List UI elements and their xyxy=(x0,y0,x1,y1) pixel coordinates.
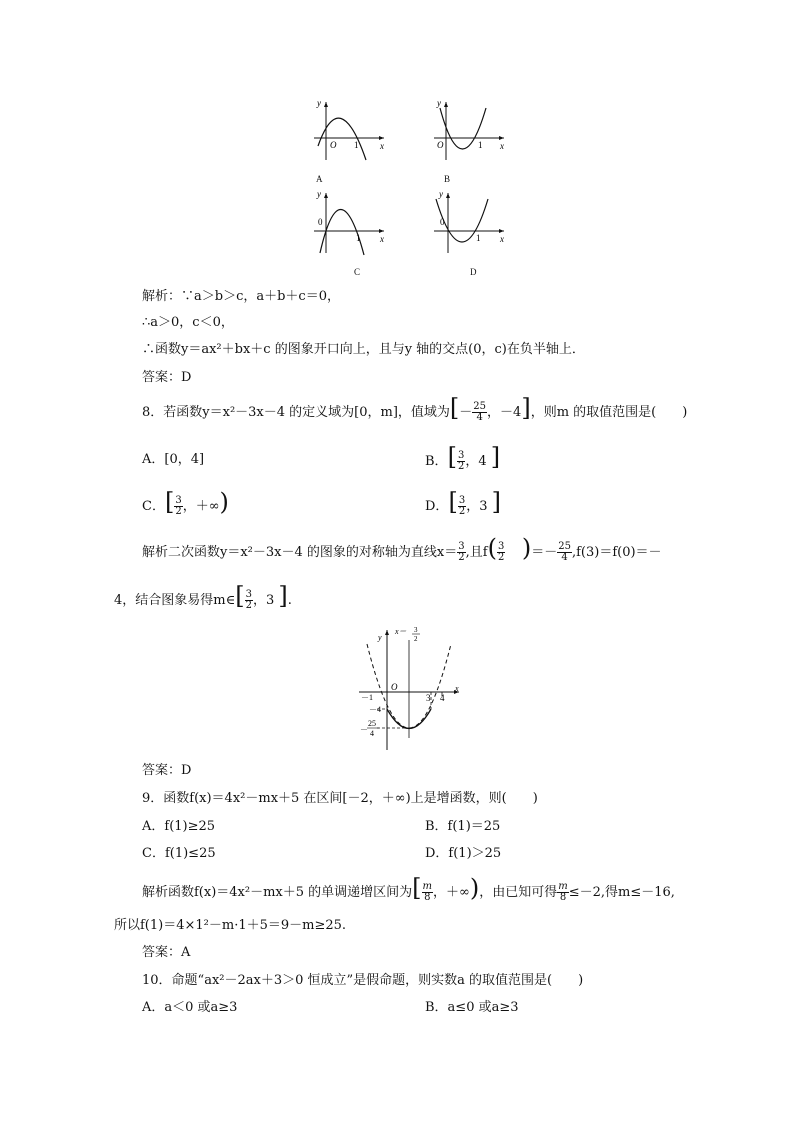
figure-d xyxy=(430,185,510,277)
figure-d-y-label: y xyxy=(439,189,443,199)
q8-option-c: C．[ $\frac{3}{2}$ ，＋∞) xyxy=(142,488,229,517)
q9-stem: 9．函数f(x)＝4x²－mx＋5 在区间[－2，＋∞)上是增函数，则( ) xyxy=(142,791,538,806)
q8-parabola-graph xyxy=(355,620,465,755)
figure-b-x-label: x xyxy=(500,141,504,151)
sym-axis-label: x＝ xyxy=(395,627,407,636)
q9-analysis-line2: 所以f(1)＝4×1²－m·1＋5＝9－m≥25. xyxy=(114,918,347,933)
q10-option-b: B．a≤0 或a≥3 xyxy=(425,1000,519,1015)
q8-stem-post: ，则m 的取值范围是( ) xyxy=(530,405,688,420)
q8-parabola-figure xyxy=(355,620,465,755)
figure-d-origin: 0 xyxy=(440,217,445,227)
figure-d-caption: D xyxy=(470,267,477,277)
q8-range-tail: ，－4 xyxy=(487,405,522,420)
q8-stem: 8．若函数y＝x²－3x－4 的定义域为[0，m]，值域为[－ $\frac{25}{4}$ ，－4]，则m 的取值范围是( ) xyxy=(142,394,688,423)
q7-analysis-line2: ∴a＞0，c＜0， xyxy=(142,315,234,330)
figure-c-x-label: x xyxy=(380,234,384,244)
figure-d-graph xyxy=(430,185,510,257)
figure-b-graph xyxy=(430,94,510,164)
figure-a-caption: A xyxy=(316,174,323,184)
graph-y-label: y xyxy=(378,633,382,642)
graph-neg4: －4 xyxy=(369,705,381,714)
graph-25-num: 25 xyxy=(368,719,376,728)
q9-option-a: A．f(1)≥25 xyxy=(142,819,216,834)
q8-analysis-line1: 解析二次函数y＝x²－3x－4 的图象的对称轴为直线x＝ $\frac{3}{2}$ ,且f( $\frac{3}{2}$ )＝－ $\frac{25}{4}$ ,f(3)＝f(0)＝－ xyxy=(142,534,662,563)
figure-b-origin: O xyxy=(437,140,444,150)
graph-neg-sign: － xyxy=(360,725,368,734)
q9-answer: 答案：A xyxy=(142,945,191,960)
q8-option-d: D．[ $\frac{3}{2}$ ，3 ] xyxy=(425,488,501,517)
q9-option-c: C．f(1)≤25 xyxy=(142,846,216,861)
graph-x-label: x xyxy=(455,684,459,693)
q9-option-d: D．f(1)＞25 xyxy=(425,846,502,861)
q8-answer: 答案：D xyxy=(142,763,192,778)
q9-option-b: B．f(1)＝25 xyxy=(425,819,501,834)
figure-b-caption: B xyxy=(444,174,451,184)
figure-c-caption: C xyxy=(354,267,361,277)
q8-range-right-bracket: ] xyxy=(521,394,531,422)
figure-d-x-label: x xyxy=(500,234,504,244)
q7-analysis-line1: 解析：∵a＞b＞c，a＋b＋c＝0， xyxy=(142,289,340,304)
figure-b-one: 1 xyxy=(478,140,483,150)
graph-four: 4 xyxy=(440,693,445,703)
figure-a-y-label: y xyxy=(317,98,321,108)
sym-axis-num: 3 xyxy=(414,626,418,634)
figure-a-one: 1 xyxy=(354,140,359,150)
q7-answer: 答案：D xyxy=(142,370,192,385)
figure-b xyxy=(430,94,510,186)
figure-c-graph xyxy=(310,185,390,257)
sym-axis-den: 2 xyxy=(414,635,418,643)
figure-c-origin: 0 xyxy=(318,217,323,227)
q8-stem-pre: 8．若函数y＝x²－3x－4 的定义域为[0，m]，值域为 xyxy=(142,405,450,420)
graph-three: 3 xyxy=(426,693,431,703)
figure-d-one: 1 xyxy=(476,233,481,243)
q10-option-a: A．a＜0 或a≥3 xyxy=(142,1000,238,1015)
figure-a-x-label: x xyxy=(380,141,384,151)
q8-option-b: B．[ $\frac{3}{2}$ ，4 ] xyxy=(425,443,501,472)
figure-a-origin: O xyxy=(330,140,337,150)
q8-range-left-bracket: [ xyxy=(449,394,460,422)
q8-range-fraction: $\frac{25}{4}$ xyxy=(473,401,487,423)
figure-a xyxy=(310,94,390,186)
figure-c-one: 1 xyxy=(356,233,361,243)
graph-origin: O xyxy=(391,682,398,692)
q9-analysis-line1: 解析函数f(x)＝4x²－mx＋5 的单调递增区间为[ $\frac{m}{8}$ ，＋∞)，由已知可得 $\frac{m}{8}$ ≤－2,得m≤－16, xyxy=(142,874,675,903)
q10-stem: 10．命题“ax²－2ax＋3＞0 恒成立”是假命题，则实数a 的取值范围是( ) xyxy=(142,973,584,988)
q8-analysis-line2: 4，结合图象易得m∈[ $\frac{3}{2}$ ，3 ]. xyxy=(114,582,292,611)
figure-a-graph xyxy=(310,94,390,164)
q8-option-a: A．[0，4] xyxy=(142,452,205,467)
figure-c xyxy=(310,185,390,277)
figure-c-y-label: y xyxy=(317,189,321,199)
graph-neg1: －1 xyxy=(361,693,373,702)
q7-analysis-line3: ∴函数y＝ax²＋bx＋c 的图象开口向上，且与y 轴的交点(0，c)在负半轴上． xyxy=(142,342,585,357)
figure-b-y-label: y xyxy=(437,98,441,108)
graph-4-den: 4 xyxy=(370,729,374,738)
